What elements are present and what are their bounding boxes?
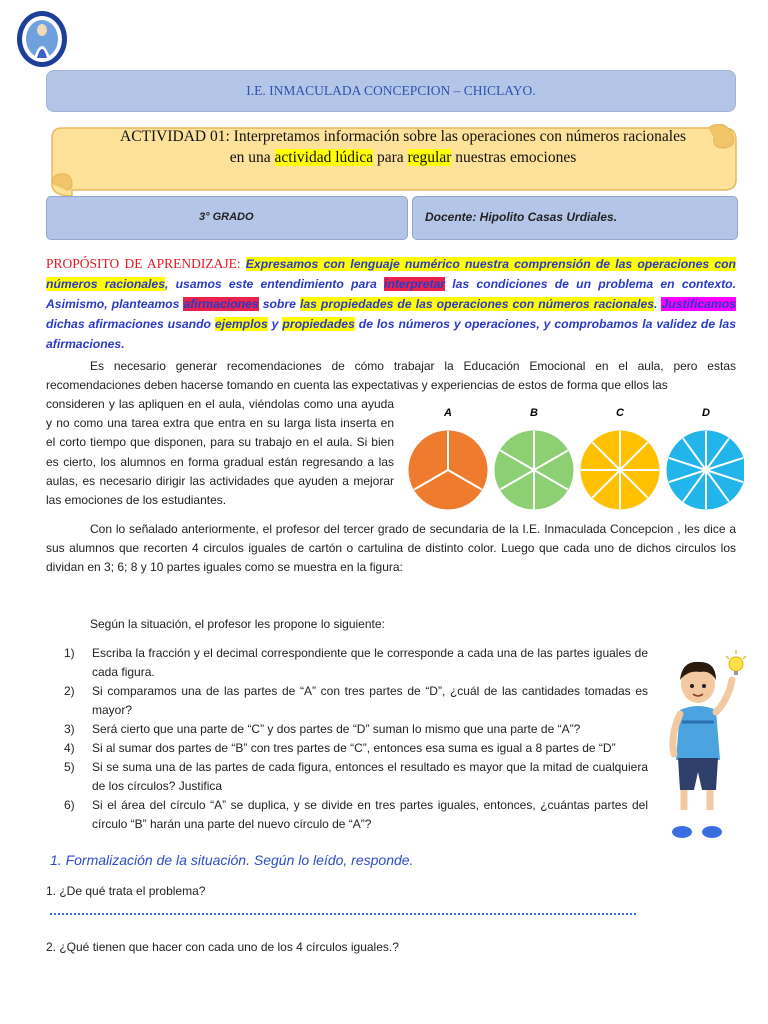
paragraph-1-side: consideren y las apliquen en el aula, viéndolas como una ayuda y no como una tarea extra que entra en su larga lista inserta en el corto tiempo que disponen, para su trabajo en el aula. Si bien es cierto, los alumnos en forma gradual están regresando a las aulas, es necesario dirigir las actividades que ayuden a mejorar las emociones de los estudiantes. [46, 397, 394, 508]
question-item [64, 796, 648, 834]
circle-label: B [530, 407, 538, 419]
paragraph-2: Con lo señalado anteriormente, el profesor del tercer grado de secundaria de la I.E. Inmaculada Concepcion , les dice a sus alumnos que recorten 4 circulos iguales de cartón o cartulina de distinto color. Luego que cada uno de dichos circulos los dividan en 3; 6; 8 y 10 partes iguales como se muestra en la figura: [46, 522, 736, 575]
fraction-circle-a [409, 407, 487, 509]
purpose-highlight-ejemplos: ejemplos [214, 317, 268, 331]
answer-line-1[interactable] [50, 913, 636, 915]
question-number: 4) [64, 741, 75, 755]
learning-purpose [46, 254, 736, 354]
fraction-circles-figure [404, 402, 744, 512]
purpose-text-6: sobre [258, 297, 300, 311]
question-item [64, 739, 648, 758]
activity-title [118, 126, 688, 168]
purpose-highlight-afirmaciones: afirmaciones [183, 297, 259, 311]
section-title: 1. Formalización de la situación. Según lo leído, responde. [50, 852, 414, 868]
highlight-ludica: actividad lúdica [274, 149, 374, 166]
school-name-banner [46, 70, 736, 112]
purpose-text-2: , usamos este entendimiento para [165, 277, 385, 291]
circle-label: C [616, 407, 624, 419]
purpose-highlight-justificamos: Justificamos [661, 297, 736, 311]
activity-title-text: ACTIVIDAD 01: Interpretamos información sobre las operaciones con números racionales en una [120, 128, 686, 166]
teacher-box [412, 196, 738, 240]
grade-box [46, 196, 408, 240]
teacher-label: Docente: Hipolito Casas Urdiales. [425, 210, 618, 224]
purpose-highlight-propiedades: las propiedades de las operaciones con números racionales [299, 297, 655, 311]
fraction-circle-c [581, 407, 659, 509]
purpose-text-14: de los números y operaciones, y comprobamos la validez de las afirmaciones. [46, 317, 736, 351]
question-number: 2) [64, 684, 75, 698]
questions-intro: Según la situación, el profesor les propone lo siguiente: [90, 617, 385, 631]
purpose-text-10: dichas afirmaciones usando [46, 317, 215, 331]
fraction-circle-d [667, 407, 744, 509]
activity-title-scroll [48, 124, 738, 196]
activity-title-text-end: nuestras emociones [451, 149, 577, 166]
question-number: 1) [64, 646, 75, 660]
purpose-highlight-1: Expresamos con lenguaje numérico nuestra comprensión de las operaciones con números racionales [46, 257, 737, 291]
question-item [64, 682, 648, 720]
purpose-text-8: . [654, 297, 662, 311]
question-text: Si el área del círculo “A” se duplica, y se divide en tres partes iguales, entonces, ¿cuántas partes del círculo “B” harán una parte del nuevo círculo de “A”? [92, 798, 648, 831]
question-list [64, 644, 648, 834]
grade-label: 3° GRADO [199, 211, 254, 223]
circle-label: D [702, 407, 710, 419]
paragraph-1-top: Es necesario generar recomendaciones de cómo trabajar la Educación Emocional en el aula, pero estas recomendaciones deben hacerse tomando en cuenta las expectativas y experiencias de estos de forma que ellos las [46, 359, 736, 393]
student-thinking-illustration [660, 650, 750, 850]
question-text: Si comparamos una de las partes de “A” con tres partes de “D”, ¿cuál de las cantidades tomadas es mayor? [92, 684, 648, 717]
question-text: Si se suma una de las partes de cada figura, entonces el resultado es mayor que la mitad de cualquiera de los círculos? Justifica [92, 760, 648, 793]
purpose-text-4: las condiciones de un problema en contexto. Asimismo, planteamos [46, 277, 736, 311]
question-2-label: 2. ¿Qué tienen que hacer con cada uno de los 4 círculos iguales.? [46, 940, 399, 954]
school-name: I.E. INMACULADA CONCEPCION – CHICLAYO. [246, 83, 536, 98]
purpose-highlight-interpretar: interpretar [384, 277, 445, 291]
question-number: 5) [64, 760, 75, 774]
question-item [64, 758, 648, 796]
highlight-regular: regular [407, 149, 452, 166]
purpose-highlight-propiedades2: propiedades [282, 317, 355, 331]
question-item [64, 720, 648, 739]
question-number: 3) [64, 722, 75, 736]
purpose-text-12: y [267, 317, 283, 331]
activity-title-text-mid: para [373, 149, 408, 166]
question-text: Si al sumar dos partes de “B” con tres partes de “C”, entonces esa suma es igual a 8 partes de “D” [92, 741, 616, 755]
circle-label: A [444, 407, 452, 419]
fraction-circle-b [495, 407, 573, 509]
school-seal-logo [16, 10, 68, 68]
question-text: Escriba la fracción y el decimal correspondiente que le corresponde a cada una de las partes iguales de cada figura. [92, 646, 648, 679]
question-number: 6) [64, 798, 75, 812]
purpose-label: PROPÓSITO DE APRENDIZAJE: [46, 256, 241, 271]
question-text: Será cierto que una parte de “C” y dos partes de “D” suman lo mismo que una parte de “A”? [92, 722, 581, 736]
question-item [64, 644, 648, 682]
question-1-label: 1. ¿De qué trata el problema? [46, 884, 206, 898]
